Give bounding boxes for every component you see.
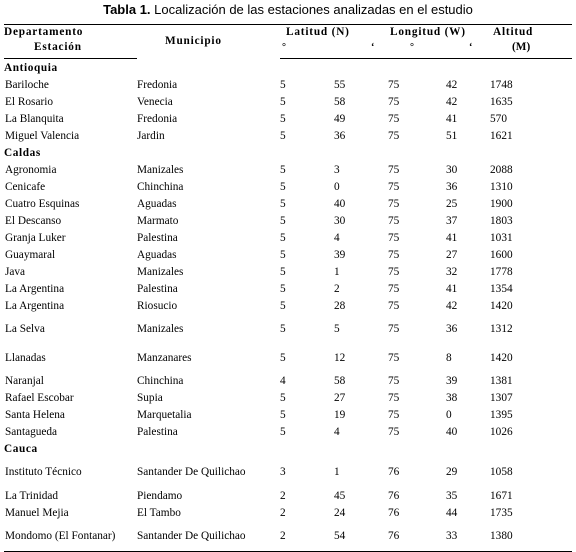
table-row bbox=[4, 229, 572, 246]
header-department: Departamento bbox=[4, 25, 137, 42]
longitude-minutes-cell: 39 bbox=[446, 374, 458, 387]
municipality-cell: Palestina bbox=[137, 425, 178, 438]
municipality-cell: Santander De Quilichao bbox=[137, 521, 280, 552]
longitude-degrees-cell: 75 bbox=[388, 112, 400, 125]
station-cell: Granja Luker bbox=[5, 231, 66, 244]
longitude-minutes-cell: 41 bbox=[446, 112, 458, 125]
altitude-cell: 1635 bbox=[490, 95, 513, 108]
longitude-degrees-cell: 75 bbox=[388, 180, 400, 193]
latitude-minutes-cell: 27 bbox=[334, 391, 346, 404]
latitude-degrees-cell: 5 bbox=[280, 112, 286, 125]
station-cell: El Rosario bbox=[5, 95, 54, 108]
altitude-cell: 2088 bbox=[490, 163, 513, 176]
altitude-cell: 1310 bbox=[490, 180, 513, 193]
municipality-cell: Piendamo bbox=[137, 489, 183, 502]
station-cell: La Argentina bbox=[5, 299, 65, 312]
table-row bbox=[4, 389, 572, 406]
altitude-cell: 1031 bbox=[490, 231, 513, 244]
table-row bbox=[4, 406, 572, 423]
latitude-minutes-cell: 1 bbox=[334, 265, 340, 278]
station-cell: Miguel Valencia bbox=[5, 129, 80, 142]
longitude-degrees-cell: 75 bbox=[388, 374, 400, 387]
longitude-degrees-cell: 75 bbox=[388, 214, 400, 227]
longitude-minutes-cell: 40 bbox=[446, 425, 458, 438]
latitude-degrees-cell: 5 bbox=[280, 408, 286, 421]
municipality-cell: Riosucio bbox=[137, 299, 178, 312]
latitude-minutes-cell: 58 bbox=[334, 374, 346, 387]
latitude-minutes-cell: 30 bbox=[334, 214, 346, 227]
table-row bbox=[4, 161, 572, 178]
longitude-degrees-cell: 76 bbox=[388, 521, 428, 552]
municipality-cell: Chinchina bbox=[137, 180, 184, 193]
header-lat-min-symbol: ‘ bbox=[322, 41, 388, 59]
station-cell: Santa Helena bbox=[5, 408, 65, 421]
longitude-degrees-cell: 75 bbox=[388, 163, 400, 176]
latitude-degrees-cell: 2 bbox=[280, 489, 286, 502]
latitude-degrees-cell: 5 bbox=[280, 299, 286, 312]
longitude-degrees-cell: 75 bbox=[388, 408, 400, 421]
latitude-degrees-cell: 5 bbox=[280, 78, 286, 91]
header-lon-min-symbol: ‘ bbox=[428, 41, 488, 59]
table-row bbox=[4, 263, 572, 280]
latitude-minutes-cell: 40 bbox=[334, 197, 346, 210]
latitude-minutes-cell: 54 bbox=[322, 521, 388, 552]
longitude-minutes-cell: 30 bbox=[446, 163, 458, 176]
longitude-minutes-cell: 36 bbox=[446, 322, 458, 335]
longitude-degrees-cell: 75 bbox=[388, 391, 400, 404]
table-row bbox=[4, 343, 572, 372]
latitude-degrees-cell: 5 bbox=[280, 163, 286, 176]
longitude-degrees-cell: 76 bbox=[388, 466, 400, 478]
altitude-cell: 1307 bbox=[490, 391, 513, 404]
latitude-degrees-cell: 5 bbox=[280, 95, 286, 108]
longitude-minutes-cell: 37 bbox=[446, 214, 458, 227]
latitude-minutes-cell: 4 bbox=[334, 231, 340, 244]
longitude-degrees-cell: 75 bbox=[388, 197, 400, 210]
municipality-cell: Jardin bbox=[137, 129, 165, 142]
altitude-cell: 1420 bbox=[490, 351, 513, 364]
longitude-minutes-cell: 41 bbox=[446, 231, 458, 244]
table-caption-text: Localización de las estaciones analizadas en el estudio bbox=[154, 2, 473, 17]
latitude-degrees-cell: 2 bbox=[280, 506, 286, 519]
municipality-cell: Manizales bbox=[137, 265, 184, 278]
longitude-minutes-cell: 33 bbox=[428, 521, 488, 552]
longitude-minutes-cell: 0 bbox=[446, 408, 452, 421]
longitude-minutes-cell: 42 bbox=[446, 95, 458, 108]
municipality-cell: El Tambo bbox=[137, 506, 181, 519]
municipality-cell: Venecia bbox=[137, 95, 173, 108]
latitude-degrees-cell: 5 bbox=[280, 265, 286, 278]
latitude-minutes-cell: 1 bbox=[334, 466, 340, 478]
altitude-cell: 1803 bbox=[490, 214, 513, 227]
longitude-minutes-cell: 25 bbox=[446, 197, 458, 210]
table-row bbox=[4, 178, 572, 195]
latitude-degrees-cell: 5 bbox=[280, 248, 286, 261]
station-cell: Agronomia bbox=[5, 163, 57, 176]
latitude-degrees-cell: 4 bbox=[280, 374, 286, 387]
header-row bbox=[4, 25, 572, 42]
altitude-cell: 1354 bbox=[490, 282, 513, 295]
latitude-degrees-cell: 5 bbox=[280, 231, 286, 244]
longitude-minutes-cell: 32 bbox=[446, 265, 458, 278]
altitude-cell: 1381 bbox=[490, 374, 513, 387]
table-row bbox=[4, 76, 572, 93]
station-cell: Java bbox=[5, 265, 26, 278]
table-row bbox=[4, 423, 572, 440]
table-row bbox=[4, 297, 572, 314]
station-cell: El Descanso bbox=[5, 214, 62, 227]
municipality-cell: Manzanares bbox=[137, 351, 192, 364]
longitude-degrees-cell: 75 bbox=[388, 248, 400, 261]
table-row bbox=[4, 372, 572, 389]
latitude-minutes-cell: 49 bbox=[334, 112, 346, 125]
longitude-degrees-cell: 76 bbox=[388, 489, 400, 502]
table-row bbox=[4, 110, 572, 127]
station-cell: Bariloche bbox=[5, 78, 49, 91]
table-caption-label: Tabla 1. bbox=[103, 2, 151, 17]
station-cell: Llanadas bbox=[5, 351, 46, 364]
stations-table-container bbox=[4, 24, 572, 552]
longitude-degrees-cell: 75 bbox=[388, 95, 400, 108]
header-longitude: Longitud (W) bbox=[388, 25, 488, 42]
latitude-minutes-cell: 2 bbox=[334, 282, 340, 295]
group-row bbox=[4, 59, 572, 77]
latitude-minutes-cell: 19 bbox=[334, 408, 346, 421]
municipality-cell: Manizales bbox=[137, 163, 184, 176]
latitude-minutes-cell: 36 bbox=[334, 129, 346, 142]
longitude-minutes-cell: 51 bbox=[446, 129, 458, 142]
station-cell: La Blanquita bbox=[5, 112, 64, 125]
station-cell: La Selva bbox=[5, 322, 45, 335]
station-cell: La Argentina bbox=[5, 282, 65, 295]
station-cell: La Trinidad bbox=[5, 489, 59, 502]
municipality-cell: Palestina bbox=[137, 282, 178, 295]
header-altitude-unit: (M) bbox=[488, 41, 572, 59]
longitude-minutes-cell: 36 bbox=[446, 180, 458, 193]
header-municipality: Municipio bbox=[137, 25, 280, 59]
municipality-cell: Supia bbox=[137, 391, 163, 404]
longitude-minutes-cell: 41 bbox=[446, 282, 458, 295]
altitude-cell: 1621 bbox=[490, 129, 513, 142]
table-row bbox=[4, 212, 572, 229]
altitude-cell: 570 bbox=[490, 112, 507, 125]
station-cell: Cuatro Esquinas bbox=[5, 197, 80, 210]
table-row bbox=[4, 521, 572, 552]
latitude-minutes-cell: 3 bbox=[334, 163, 340, 176]
municipality-cell: Manizales bbox=[137, 322, 184, 335]
municipality-cell: Fredonia bbox=[137, 78, 178, 91]
station-cell: Manuel Mejia bbox=[5, 506, 69, 519]
longitude-degrees-cell: 75 bbox=[388, 322, 400, 335]
table-row bbox=[4, 93, 572, 110]
department-name: Cauca bbox=[4, 442, 38, 455]
latitude-minutes-cell: 0 bbox=[334, 180, 340, 193]
longitude-degrees-cell: 75 bbox=[388, 282, 400, 295]
longitude-degrees-cell: 75 bbox=[388, 299, 400, 312]
station-cell: Mondomo (El Fontanar) bbox=[4, 521, 137, 552]
station-cell: Cenicafe bbox=[5, 180, 46, 193]
municipality-cell: Aguadas bbox=[137, 197, 177, 210]
municipality-cell: Marmato bbox=[137, 214, 179, 227]
table-row bbox=[4, 127, 572, 144]
latitude-minutes-cell: 55 bbox=[334, 78, 346, 91]
longitude-minutes-cell: 29 bbox=[446, 466, 458, 478]
header-latitude: Latitud (N) bbox=[280, 25, 388, 42]
table-row bbox=[4, 246, 572, 263]
altitude-cell: 1778 bbox=[490, 265, 513, 278]
latitude-minutes-cell: 12 bbox=[334, 351, 346, 364]
longitude-degrees-cell: 75 bbox=[388, 425, 400, 438]
longitude-minutes-cell: 44 bbox=[446, 506, 458, 519]
table-row bbox=[4, 487, 572, 504]
longitude-degrees-cell: 75 bbox=[388, 351, 400, 364]
header-altitude: Altitud bbox=[488, 25, 572, 42]
latitude-degrees-cell: 5 bbox=[280, 351, 286, 364]
municipality-cell: Palestina bbox=[137, 231, 178, 244]
station-cell: Instituto Técnico bbox=[5, 466, 82, 478]
latitude-degrees-cell: 5 bbox=[280, 197, 286, 210]
latitude-degrees-cell: 5 bbox=[280, 391, 286, 404]
altitude-cell: 1748 bbox=[490, 78, 513, 91]
header-station: Estación bbox=[4, 41, 137, 59]
latitude-degrees-cell: 5 bbox=[280, 282, 286, 295]
latitude-minutes-cell: 45 bbox=[334, 489, 346, 502]
station-cell: Rafael Escobar bbox=[5, 391, 74, 404]
municipality-cell: Marquetalia bbox=[137, 408, 192, 421]
latitude-degrees-cell: 2 bbox=[280, 521, 322, 552]
station-cell: Guaymaral bbox=[5, 248, 56, 261]
latitude-degrees-cell: 5 bbox=[280, 129, 286, 142]
municipality-cell: Chinchina bbox=[137, 374, 184, 387]
department-name: Caldas bbox=[4, 146, 41, 159]
municipality-cell: Aguadas bbox=[137, 248, 177, 261]
longitude-minutes-cell: 42 bbox=[446, 78, 458, 91]
table-row bbox=[4, 314, 572, 343]
station-cell: Santagueda bbox=[5, 425, 58, 438]
department-name: Antioquia bbox=[4, 61, 58, 74]
longitude-degrees-cell: 76 bbox=[388, 506, 400, 519]
latitude-minutes-cell: 39 bbox=[334, 248, 346, 261]
latitude-degrees-cell: 5 bbox=[280, 425, 286, 438]
latitude-minutes-cell: 24 bbox=[334, 506, 346, 519]
group-row bbox=[4, 144, 572, 161]
altitude-cell: 1312 bbox=[490, 322, 513, 335]
longitude-degrees-cell: 75 bbox=[388, 78, 400, 91]
header-subrow bbox=[4, 41, 572, 59]
station-cell: Naranjal bbox=[5, 374, 44, 387]
group-row bbox=[4, 440, 572, 457]
altitude-cell: 1900 bbox=[490, 197, 513, 210]
stations-table bbox=[4, 24, 572, 552]
table-row bbox=[4, 280, 572, 297]
longitude-minutes-cell: 38 bbox=[446, 391, 458, 404]
latitude-degrees-cell: 5 bbox=[280, 322, 286, 335]
header-lat-deg-symbol: ° bbox=[280, 41, 322, 59]
latitude-minutes-cell: 28 bbox=[334, 299, 346, 312]
table-row bbox=[4, 457, 572, 487]
latitude-degrees-cell: 3 bbox=[280, 466, 286, 478]
header-lon-deg-symbol: ° bbox=[388, 41, 428, 59]
altitude-cell: 1735 bbox=[490, 506, 513, 519]
latitude-degrees-cell: 5 bbox=[280, 180, 286, 193]
altitude-cell: 1420 bbox=[490, 299, 513, 312]
longitude-minutes-cell: 35 bbox=[446, 489, 458, 502]
table-row bbox=[4, 504, 572, 521]
municipality-cell: Santander De Quilichao bbox=[137, 466, 246, 478]
latitude-minutes-cell: 58 bbox=[334, 95, 346, 108]
table-row bbox=[4, 195, 572, 212]
table-caption bbox=[0, 0, 576, 20]
longitude-degrees-cell: 75 bbox=[388, 265, 400, 278]
latitude-minutes-cell: 4 bbox=[334, 425, 340, 438]
longitude-degrees-cell: 75 bbox=[388, 231, 400, 244]
altitude-cell: 1380 bbox=[488, 521, 572, 552]
latitude-degrees-cell: 5 bbox=[280, 214, 286, 227]
municipality-cell: Fredonia bbox=[137, 112, 178, 125]
longitude-minutes-cell: 27 bbox=[446, 248, 458, 261]
longitude-degrees-cell: 75 bbox=[388, 129, 400, 142]
altitude-cell: 1058 bbox=[490, 466, 513, 478]
altitude-cell: 1600 bbox=[490, 248, 513, 261]
longitude-minutes-cell: 42 bbox=[446, 299, 458, 312]
altitude-cell: 1395 bbox=[490, 408, 513, 421]
altitude-cell: 1671 bbox=[490, 489, 513, 502]
latitude-minutes-cell: 5 bbox=[334, 322, 340, 335]
altitude-cell: 1026 bbox=[490, 425, 513, 438]
longitude-minutes-cell: 8 bbox=[446, 351, 452, 364]
stations-table-body bbox=[4, 59, 572, 552]
